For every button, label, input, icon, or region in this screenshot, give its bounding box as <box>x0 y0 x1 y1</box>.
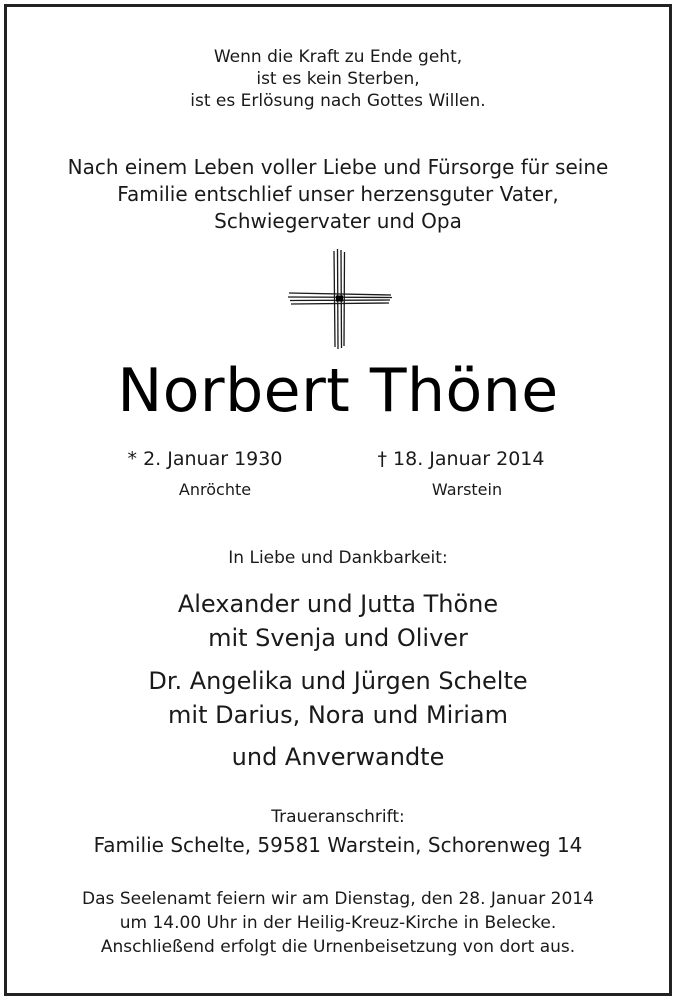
motto-line-2: ist es kein Sterben, <box>256 69 420 89</box>
service-line-2: um 14.00 Uhr in der Heilig-Kreuz-Kirche in Belecke. <box>119 913 557 933</box>
address-label: Traueranschrift: <box>271 807 405 827</box>
intro-line-2: Familie entschlief unser herzensguter Vater, <box>117 182 559 206</box>
death-place: Warstein <box>431 480 503 499</box>
family-1-line-1: Alexander und Jutta Thöne <box>177 590 499 618</box>
mourners-heading: In Liebe und Dankbarkeit: <box>228 548 448 568</box>
motto-line-3: ist es Erlösung nach Gottes Willen. <box>190 91 486 111</box>
family-2-line-1: Dr. Angelika und Jürgen Schelte <box>148 667 528 695</box>
birth-place: Anröchte <box>178 480 252 499</box>
family-2-line-2: mit Darius, Nora und Miriam <box>168 701 508 729</box>
motto-line-1: Wenn die Kraft zu Ende geht, <box>213 47 463 67</box>
cross-icon <box>288 249 392 349</box>
deceased-name: Norbert Thöne <box>117 356 559 426</box>
birth-date: * 2. Januar 1930 <box>127 448 283 470</box>
family-1-line-2: mit Svenja und Oliver <box>208 624 468 652</box>
service-line-3: Anschließend erfolgt die Urnenbeisetzung von dort aus. <box>100 937 576 957</box>
death-date: † 18. Januar 2014 <box>377 448 545 470</box>
intro-line-3: Schwiegervater und Opa <box>214 209 462 233</box>
relatives: und Anverwandte <box>231 743 445 771</box>
intro-line-1: Nach einem Leben voller Liebe und Fürsorge für seine <box>67 155 609 179</box>
service-line-1: Das Seelenamt feiern wir am Dienstag, den 28. Januar 2014 <box>82 889 594 909</box>
address-value: Familie Schelte, 59581 Warstein, Schorenweg 14 <box>93 833 583 857</box>
